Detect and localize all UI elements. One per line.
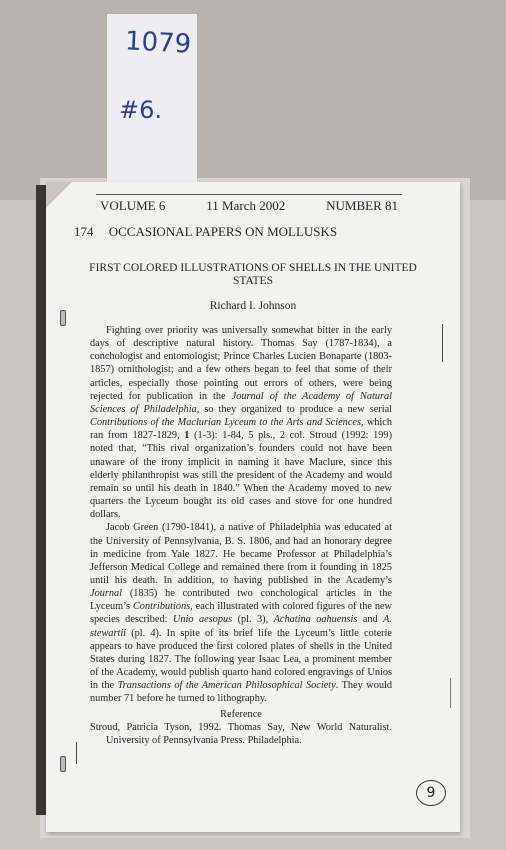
page-number: 174 bbox=[74, 224, 94, 239]
staple-bottom bbox=[60, 756, 66, 772]
pencil-mark-right-top bbox=[442, 324, 443, 362]
article-title: FIRST COLORED ILLUSTRATIONS OF SHELLS IN THE UNITED STATES bbox=[89, 262, 417, 287]
article-body bbox=[90, 324, 392, 747]
tag-issue: #6. bbox=[119, 96, 163, 124]
document-page bbox=[46, 182, 460, 832]
paragraph-1: Fighting over priority was universally somewhat bitter in the early days of descriptive natural history. Thomas Say (1787-1834), a conchologist and entomologist; Prince Charles Lucien Bonaparte (1803-1857) ornithologist; and a few others began to feel that some of their articles, especially those pointing out errors of others, were being rejected for publication in the Journal of the Academy of Natural Sciences of Philadelphia, so they organized to produce a new serial Contributions of the Maclurian Lyceum to the Arts and Sciences, which ran from 1827-1829, 1 (1-3): 1-84, 5 pls., 2 col. Stroud (1992: 199) noted that, “This rival organization’s founders could not have been unaware of the irony implicit in naming it have Maclure, since this elderly philanthropist was still the president of the Academy and would remain so until his death in 1840.” When the Academy moved to new quarters the Lyceum bought its old cases and stove for one hundred dollars. bbox=[90, 325, 393, 521]
article-author: Richard I. Johnson bbox=[209, 300, 297, 312]
handwritten-tag bbox=[107, 14, 197, 192]
issue-date: 11 March 2002 bbox=[206, 198, 286, 213]
running-head bbox=[74, 224, 337, 240]
reference-entry: Stroud, Patricia Tyson, 1992. Thomas Say, New World Naturalist. University of Pennsylvania Press. Philadelphia. bbox=[90, 721, 392, 746]
folded-corner bbox=[46, 182, 72, 208]
tag-number: 1079 bbox=[124, 26, 192, 60]
reference-heading: Reference bbox=[220, 708, 262, 720]
circled-number: 9 bbox=[416, 780, 446, 806]
pencil-mark-right-bottom bbox=[450, 678, 451, 708]
journal-name: OCCASIONAL PAPERS ON MOLLUSKS bbox=[108, 224, 338, 239]
header-rule bbox=[96, 194, 402, 195]
volume: VOLUME 6 bbox=[100, 198, 166, 213]
issue-number: NUMBER 81 bbox=[326, 198, 398, 213]
paragraph-2: Jacob Green (1790-1841), a native of Philadelphia was educated at the University of Pennsylvania, B. S. 1806, and had an honorary degree in medicine from Yale 1827. He became Professor at Philadelphia’s Jefferson Medical College and remained there from it founding in 1825 until his death. In addition, to having published in the Academy’s Journal (1835) he contributed two conchological articles in the Lyceum’s Contributions, each illustrated with colored figures of the new species described: Unio aesopus (pl. 3), Achatina oahuensis and A. stewartii (pl. 4). In spite of its brief life the Lyceum’s little coterie appears to have produced the first colored plates of shells in the United States during 1827. The following year Isaac Lea, a prominent member of the Academy, would publish quarto hand colored engravings of Unios in the Transactions of the American Philosophical Society. They would number 71 before he turned to lithography. bbox=[90, 522, 393, 705]
issue-header bbox=[100, 198, 398, 214]
background-top bbox=[0, 0, 506, 200]
pencil-mark-left bbox=[76, 742, 77, 764]
staple-top bbox=[60, 310, 66, 326]
